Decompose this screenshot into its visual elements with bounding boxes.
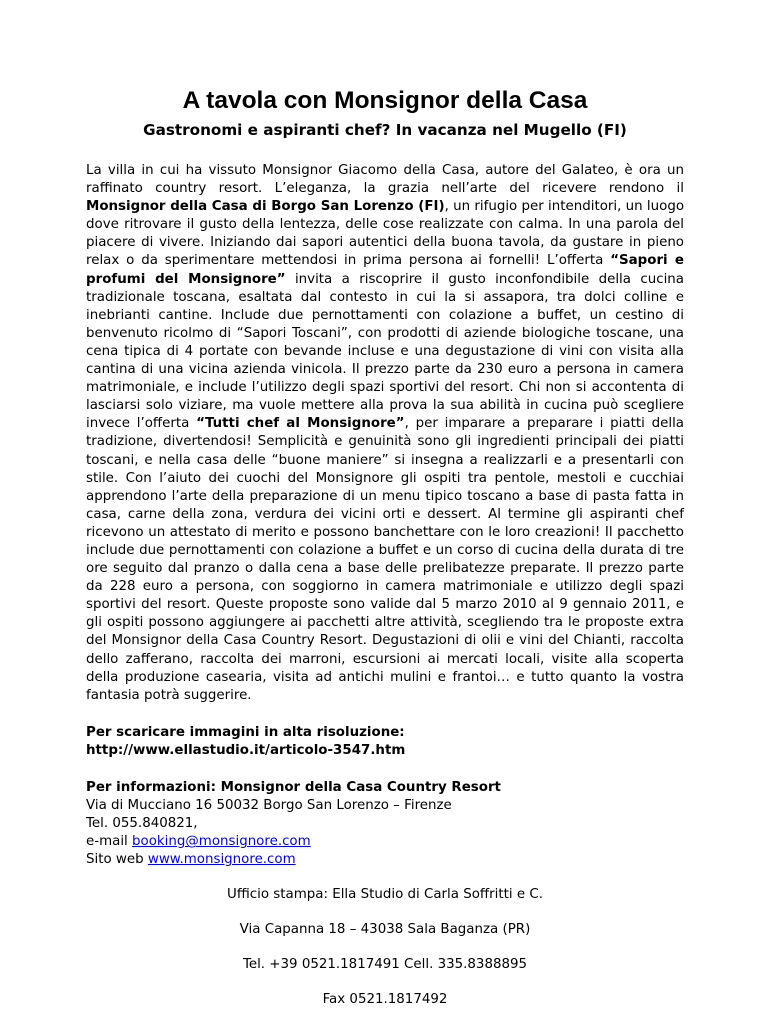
downloads-url: http://www.ellastudio.it/articolo-3547.htm	[86, 742, 406, 758]
press-office-phones: Tel. +39 0521.1817491 Cell. 335.8388895	[242, 957, 528, 973]
page-subtitle: Gastronomi e aspiranti chef? In vacanza nel Mugello (FI)	[143, 121, 627, 139]
contact-email-link[interactable]: booking@monsignore.com	[132, 834, 311, 850]
article-bold-offer-chef: “Tutti chef al Monsignore”	[196, 416, 405, 432]
article-text-3: invita a riscoprire il gusto inconfondibile della cucina tradizionale toscana, esaltata dal contesto in cui la si assapora, tra dolci colline e inebrianti cantine. Include due pernottamenti con colazione a buffet, un cestino di benvenuto ricolmo di “Sapori Toscani”, con prodotti di aziende biologiche toscane, una cena tipica di 4 portate con bevande incluse e una degustazione di vini con visita alla cantina di una vicina azienda vinicola. Il prezzo parte da 230 euro a persona in camera matrimoniale, e include l’utilizzo degli spazi sportivi del resort. Chi non si accontenta di lasciarsi solo viziare, ma vuole mettere alla prova la sua abilità in cucina può scegliere invece l’offerta	[86, 271, 684, 432]
article-bold-resort-name: Monsignor della Casa di Borgo San Lorenzo (FI)	[86, 199, 445, 215]
press-office-section	[86, 886, 684, 1009]
contact-address: Via di Mucciano 16 50032 Borgo San Lorenzo – Firenze	[86, 798, 452, 814]
article-body	[86, 162, 684, 705]
contact-heading: Per informazioni: Monsignor della Casa Country Resort	[86, 780, 501, 795]
contact-phone: Tel. 055.840821,	[86, 816, 198, 832]
article-text-4: , per imparare a preparare i piatti della tradizione, divertendosi! Semplicità e genuinità sono gli ingredienti principali dei piatti toscani, e nella casa delle “buone maniere” si insegna a realizzarli e a presentarli con stile. Con l’aiuto dei cuochi del Monsignore gli ospiti tra pentole, mestoli e cucchiai apprendono l’arte della preparazione di un menu tipico toscano a base di pasta fatta in casa, carne della zona, verdura dei vicini orti e dessert. Al termine gli aspiranti chef ricevono un attestato di merito e possono banchettare con le loro creazioni! Il pacchetto include due pernottamenti con colazione a buffet e un corso di cucina della durata di tre ore seguito dal pranzo o dalla cena a base delle prelibatezze preparate. Il prezzo parte da 228 euro a persona, con soggiorno in camera matrimoniale e utilizzo degli spazi sportivi del resort. Queste proposte sono valide dal 5 marzo 2010 al 9 gennaio 2011, e gli ospiti possono aggiungere ai pacchetti altre attività, scegliendo tra le proposte extra del Monsignor della Casa Country Resort. Degustazioni di olii e vini del Chianti, raccolta dello zafferano, raccolta dei marroni, escursioni ai mercati locali, visite alla scoperta della produzione casearia, visita ad antichi mulini e frantoi… e tutto quanto la vostra fantasia potrà suggerire.	[86, 416, 684, 703]
press-office-name: Ufficio stampa: Ella Studio di Carla Soffritti e C.	[227, 887, 543, 903]
downloads-section	[86, 724, 684, 760]
contact-web-label: Sito web	[86, 852, 148, 868]
contact-web-link[interactable]: www.monsignore.com	[147, 852, 296, 868]
contact-section	[86, 779, 684, 869]
press-office-address: Via Capanna 18 – 43038 Sala Baganza (PR)	[239, 922, 531, 938]
article-bold-offer-sapori: “Sapori e profumi del Monsignore”	[86, 253, 684, 287]
contact-email-label: e-mail	[86, 834, 133, 850]
article-text-1: La villa in cui ha vissuto Monsignor Giacomo della Casa, autore del Galateo, è ora un raffinato country resort. L’eleganza, la grazia nell’arte del ricevere rendono il	[86, 163, 684, 197]
downloads-heading: Per scaricare immagini in alta risoluzione:	[86, 724, 405, 740]
article-text-2: , un rifugio per intenditori, un luogo dove ritrovare il gusto della lentezza, delle cose realizzate con calma. In una parola del piacere di vivere. Iniziando dai sapori autentici della buona tavola, da gustare in pieno relax o da sperimentare mettendosi in prima persona ai fornelli! L’offerta	[86, 199, 685, 269]
page-title: A tavola con Monsignor della Casa	[182, 87, 588, 114]
press-office-fax: Fax 0521.1817492	[322, 992, 448, 1008]
